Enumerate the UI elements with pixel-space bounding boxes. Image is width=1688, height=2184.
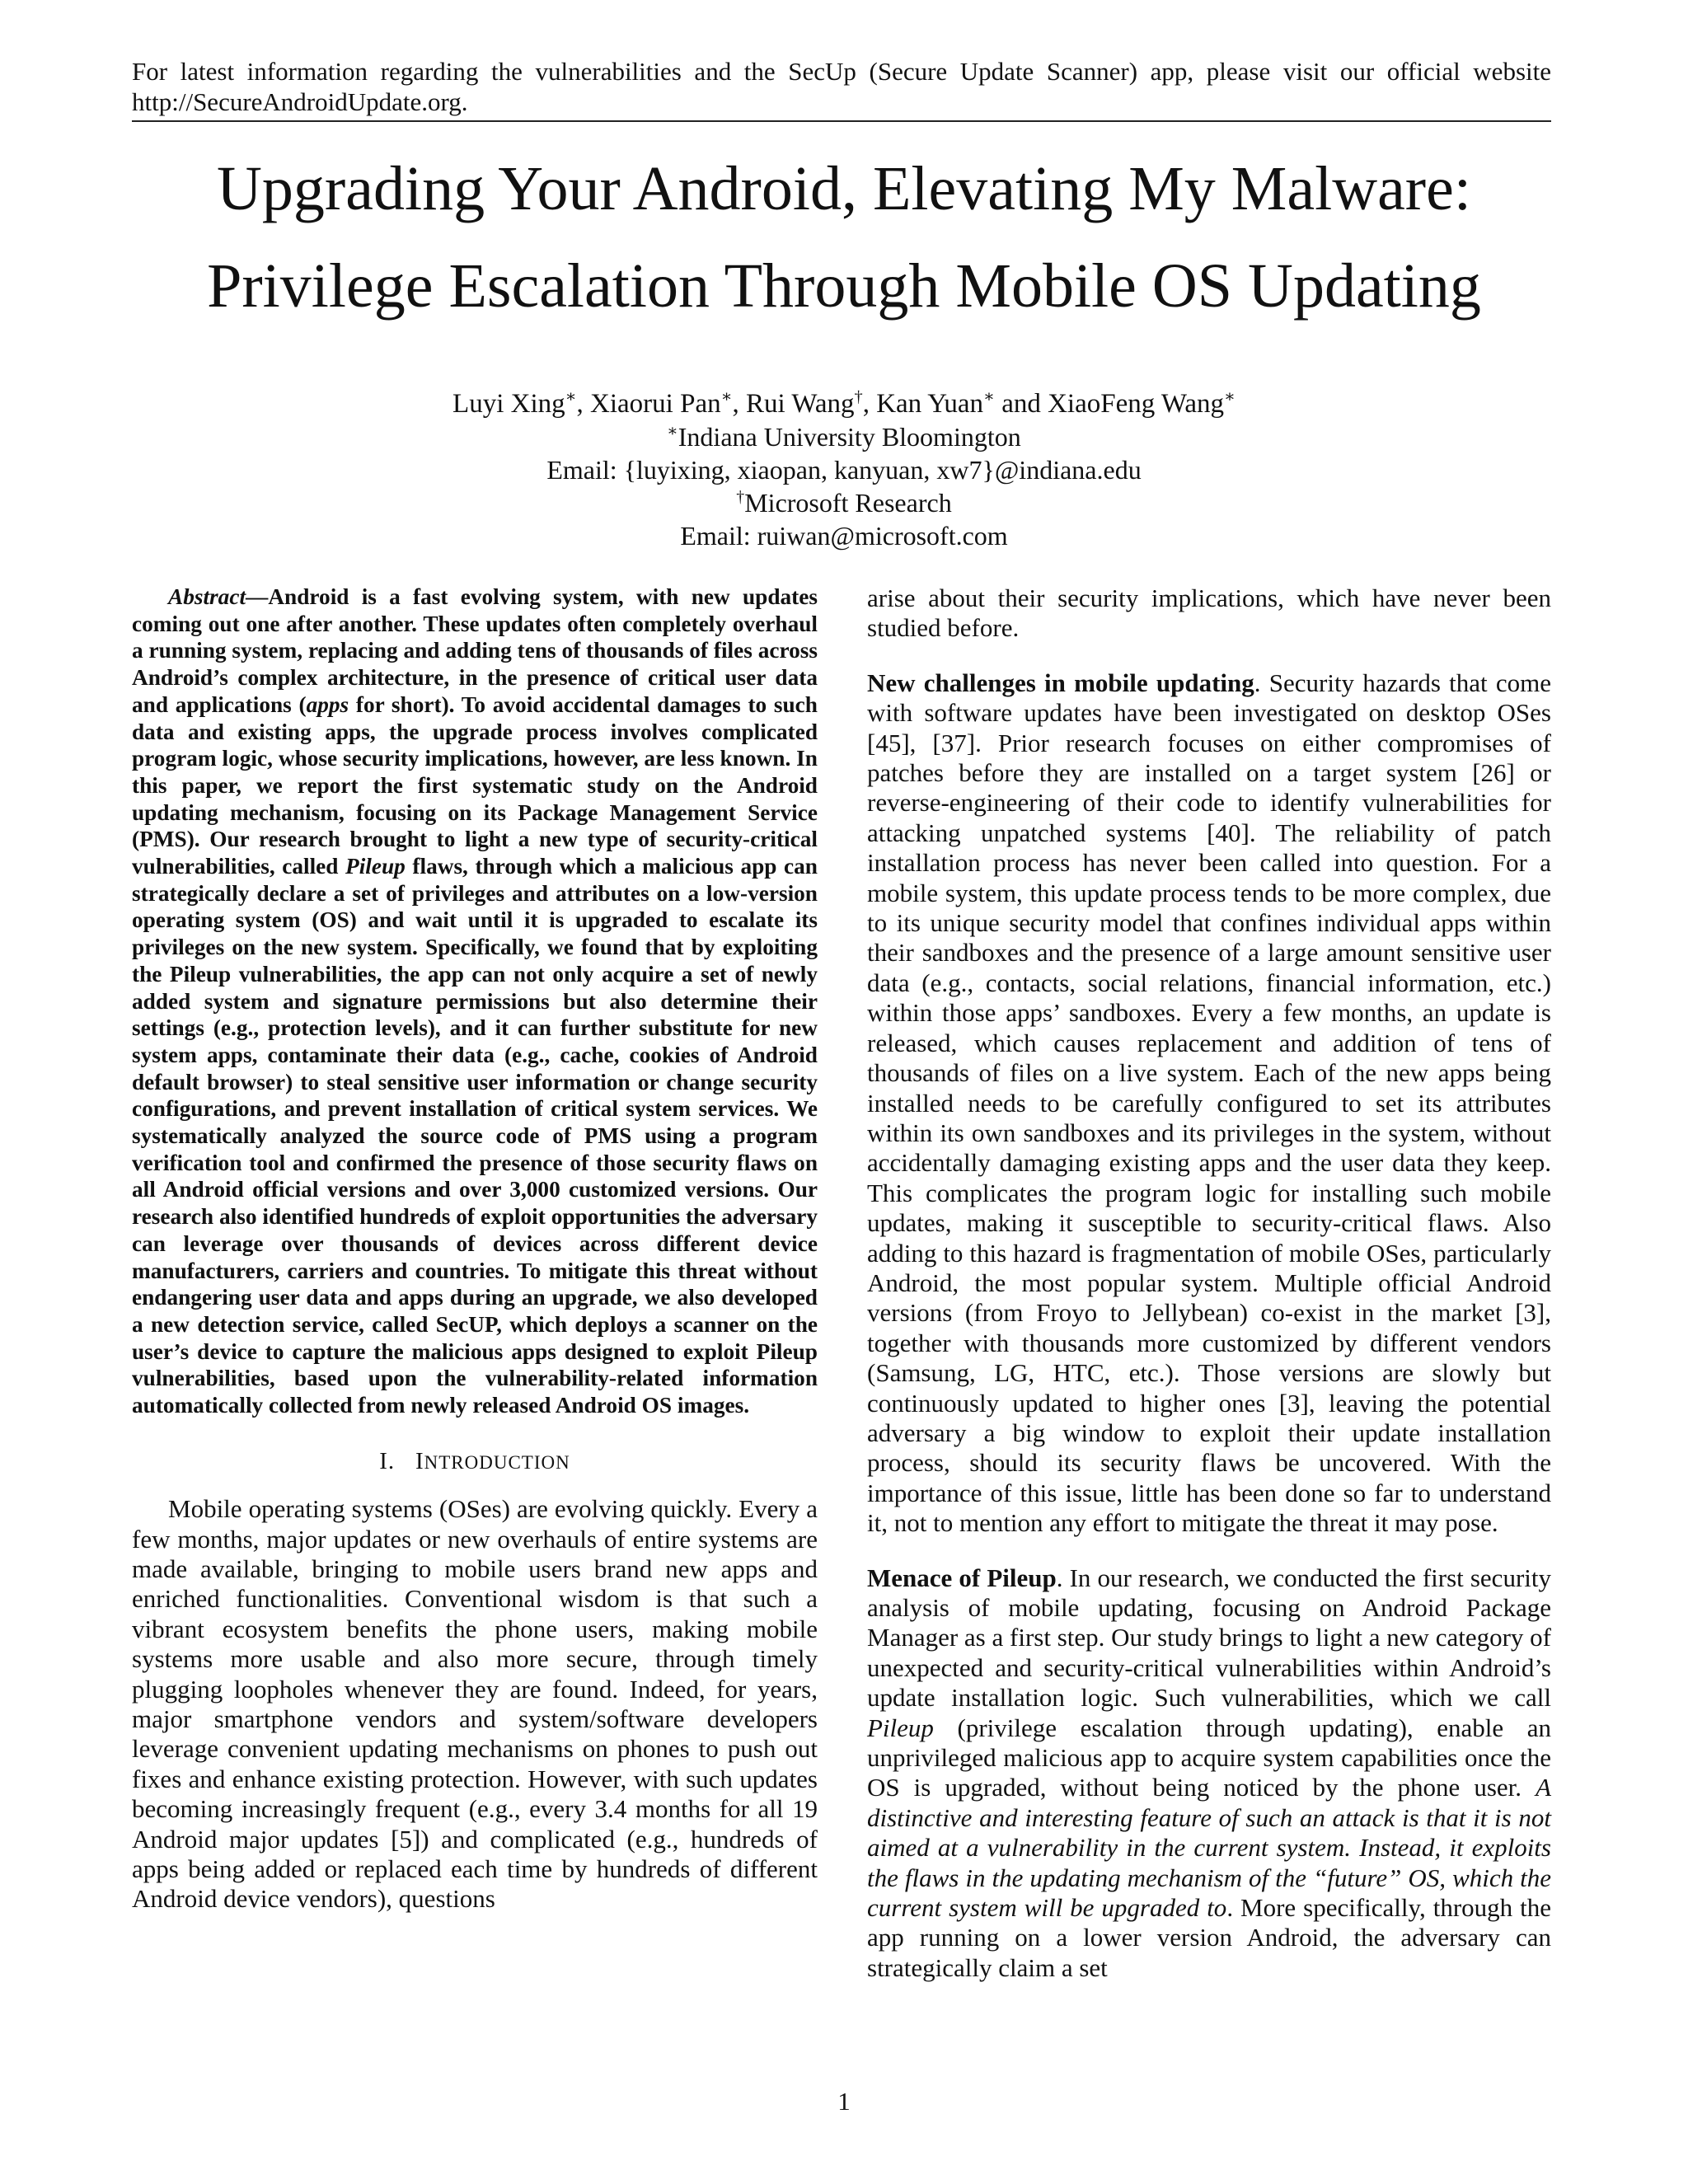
challenges-heading: New challenges in mobile updating [867, 668, 1254, 697]
author-name: Rui Wang [746, 389, 855, 419]
challenges-paragraph: New challenges in mobile updating. Security hazards that come with software updates have been investigated on desktop OSes [45], [37]. Prior research focuses on either compromises of patches before they are installed on a target system [26] or reverse-engineering of their code to identify vulnerabilities for attacking unpatched systems [40]. The reliability of patch installation process has never been called into question. For a mobile system, this update process tends to be more complex, due to its unique security model that confines individual apps within their sandboxes and the presence of a large amount sensitive user data (e.g., contacts, social relations, financial information, etc.) within those apps’ sandboxes. Every a few months, an update is released, which causes replacement and addition of tens of thousands of files on a live system. Each of the new apps being installed needs to be carefully configured to set its attributes within its own sandboxes and its privileges in the system, without accidentally damaging existing apps and the user data they keep. This complicates the program logic for installing such mobile updates, making it susceptible to security-critical flaws. Also adding to this hazard is fragmentation of mobile OSes, particularly Android, the most popular system. Multiple official Android versions (from Froyo to Jellybean) co-exist in the market [3], together with thousands more customized by different vendors (Samsung, LG, HTC, etc.). Those versions are slowly but continuously updated to higher ones [3], leaving the potential adversary a big window to exploit their update installation process, should its security flaws be uncovered. With the importance of this issue, little has been done so far to understand it, not to mention any effort to mitigate the threat it may pose. [867, 668, 1552, 1538]
affiliation-mark: ∗ [1224, 387, 1236, 406]
author-name: Luyi Xing [452, 389, 565, 419]
page-number: 1 [837, 2087, 851, 2116]
paper-title [99, 140, 1589, 335]
author-block [267, 387, 1421, 552]
email-1: Email: {luyixing, xiaopan, kanyuan, xw7}@indiana.edu [546, 455, 1142, 485]
affiliation-mark: ∗ [983, 387, 995, 406]
menace-heading: Menace of Pileup [867, 1563, 1057, 1592]
abstract-label: Abstract [168, 584, 246, 609]
title-line-2: Privilege Escalation Through Mobile OS Updating [207, 251, 1481, 321]
continuation-paragraph: arise about their security implications, which have never been studied before. [867, 583, 1551, 643]
affiliation-mark: † [854, 387, 863, 406]
affiliation-2: †Microsoft Research [736, 488, 952, 518]
left-column [132, 583, 818, 1915]
menace-paragraph: Menace of Pileup. In our research, we conducted the first security analysis of mobile updating, focusing on Android Package Manager as a first step. Our study brings to light a new category of unexpected and security-critical vulnerabilities within Android’s update installation logic. Such vulnerabilities, which we call Pileup (privilege escalation through updating), enable an unprivileged malicious app to acquire system capabilities once the OS is upgraded, without being noticed by the phone user. A distinctive and interesting feature of such an attack is that it is not aimed at a vulnerability in the current system. Instead, it exploits the flaws in the updating mechanism of the “future” OS, which the current system will be upgraded to. More specifically, through the app running on a lower version Android, the adversary can strategically claim a set [867, 1563, 1551, 1982]
abstract: Abstract—Android is a fast evolving system, with new updates coming out one after another. These updates often completely overhaul a running system, replacing and adding tens of thousands of files across Android’s complex architecture, in the presence of critical user data and applications (apps for short). To avoid accidental damages to such data and existing apps, the upgrade process involves complicated program logic, whose security implications, however, are less known. In this paper, we report the first systematic study on the Android updating mechanism, focusing on its Package Management Service (PMS). Our research brought to light a new type of security-critical vulnerabilities, called Pileup flaws, through which a malicious app can strategically declare a set of privileges and attributes on a low-version operating system (OS) and wait until it is upgraded to escalate its privileges on the new system. Specifically, we found that by exploiting the Pileup vulnerabilities, the app can not only acquire a set of newly added system and signature permissions but also determine their settings (e.g., protection levels), and it can further substitute for new system apps, contaminate their data (e.g., cache, cookies of Android default browser) to steal sensitive user information or change security configurations, and prevent installation of critical system services. We systematically analyzed the source code of PMS using a program verification tool and confirmed the presence of those security flaws on all Android official versions and over 3,000 customized versions. Our research also identified hundreds of exploit opportunities the adversary can leverage over thousands of devices across different device manufacturers, carriers and countries. To mitigate this threat without endangering user data and apps during an upgrade, we also developed a new detection service, called SecUP, which deploys a scanner on the user’s device to capture the malicious apps designed to exploit Pileup vulnerabilities, based upon the vulnerability-related information automatically collected from newly released Android OS images. [132, 584, 818, 1418]
header-notice: For latest information regarding the vulnerabilities and the SecUp (Secure Update Scanner) app, please visit our official website http://SecureAndroidUpdate.org. [132, 57, 1551, 116]
right-column [867, 583, 1551, 1983]
title-line-1: Upgrading Your Android, Elevating My Malware: [217, 154, 1471, 223]
author-name: Kan Yuan [876, 389, 984, 419]
affiliation-1: ∗Indiana University Bloomington [667, 422, 1021, 452]
affiliation-mark: ∗ [565, 387, 577, 406]
author-names: Luyi Xing∗, Xiaorui Pan∗, Rui Wang†, Kan Yuan∗ and XiaoFeng Wang∗ [452, 387, 1236, 419]
header-rule [132, 120, 1551, 122]
intro-paragraph: Mobile operating systems (OSes) are evolving quickly. Every a few months, major updates or new overhauls of entire systems are made available, bringing to mobile users brand new apps and enriched functionalities. Conventional wisdom is that such a vibrant ecosystem benefits the phone users, making mobile systems more usable and also more secure, through timely plugging loopholes whenever they are found. Indeed, for years, major smartphone vendors and system/software developers leverage convenient updating mechanisms on phones to push out fixes and enhance existing protection. However, with such updates becoming increasingly frequent (e.g., every 3.4 months for all 19 Android major updates [5]) and complicated (e.g., hundreds of apps being added or replaced each time by hundreds of different Android device vendors), questions [132, 1494, 818, 1914]
author-name: Xiaorui Pan [590, 389, 721, 419]
email-2: Email: ruiwan@microsoft.com [680, 521, 1008, 551]
affiliation-mark: ∗ [720, 387, 733, 406]
author-name: XiaoFeng Wang [1048, 389, 1225, 419]
section-heading-introduction: I. INTRODUCTION [379, 1447, 570, 1474]
